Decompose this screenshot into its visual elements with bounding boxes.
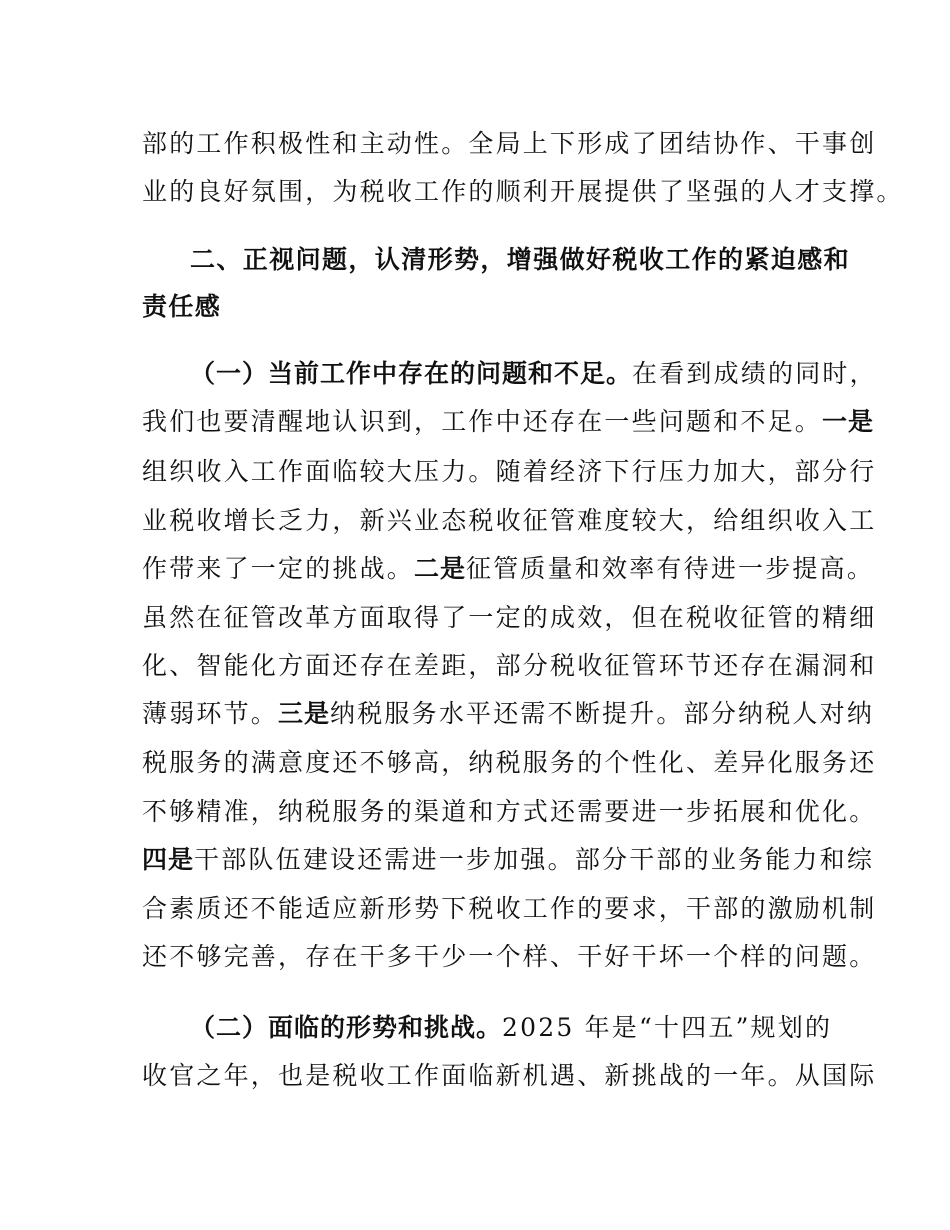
bold-marker: 二是 bbox=[414, 554, 467, 583]
text-line: 税服务的满意度还不够高，纳税服务的个性化、差异化服务还 bbox=[142, 748, 877, 777]
text-line: 还不够完善，存在干多干少一个样、干好干坏一个样的问题。 bbox=[142, 942, 877, 971]
text: 作带来了一定的挑战。 bbox=[142, 554, 415, 583]
section-heading: 二、正视问题，认清形势，增强做好税收工作的紧迫感和 bbox=[190, 245, 851, 274]
text: 薄弱环节。 bbox=[142, 699, 279, 728]
text-line: 不够精准，纳税服务的渠道和方式还需要进一步拓展和优化。 bbox=[142, 797, 877, 826]
paragraph-line bbox=[142, 840, 875, 880]
text-line: 业税收增长乏力，新兴业态税收征管难度较大，给组织收入工 bbox=[142, 506, 877, 535]
paragraph-line bbox=[142, 549, 875, 589]
text: 在看到成绩的同时， bbox=[632, 359, 877, 388]
text-line: 收官之年，也是税收工作面临新机遇、新挑战的一年。从国际 bbox=[142, 1061, 877, 1090]
text: 征管质量和效率有待进一步提高。 bbox=[466, 554, 875, 583]
bold-marker: 四是 bbox=[142, 845, 195, 874]
paragraph-line bbox=[142, 402, 875, 442]
text-line: 化、智能化方面还存在差距，部分税收征管环节还存在漏洞和 bbox=[142, 651, 877, 680]
text: 干部队伍建设还需进一步加强。部分干部的业务能力和综 bbox=[194, 845, 875, 874]
text-line: 业的良好氛围，为税收工作的顺利开展提供了坚强的人才支撑。 bbox=[142, 177, 904, 206]
text: 2025 年是“十四五”规划的 bbox=[502, 1013, 833, 1042]
text-line: 虽然在征管改革方面取得了一定的成效，但在税收征管的精细 bbox=[142, 603, 877, 632]
paragraph-line bbox=[142, 694, 875, 734]
text-line: 部的工作积极性和主动性。全局上下形成了团结协作、干事创 bbox=[142, 129, 877, 158]
paragraph-line bbox=[190, 354, 877, 394]
section-heading: 责任感 bbox=[142, 292, 222, 321]
text-line: 组织收入工作面临较大压力。随着经济下行压力加大，部分行 bbox=[142, 457, 877, 486]
subsection-title: （二）面临的形势和挑战。 bbox=[190, 1013, 503, 1042]
text: 我们也要清醒地认识到，工作中还存在一些问题和不足。 bbox=[142, 407, 823, 436]
bold-marker: 一是 bbox=[822, 407, 875, 436]
text: 纳税服务水平还需不断提升。部分纳税人对纳 bbox=[330, 699, 875, 728]
subsection-title: （一）当前工作中存在的问题和不足。 bbox=[190, 359, 633, 388]
text-line: 合素质还不能适应新形势下税收工作的要求，干部的激励机制 bbox=[142, 894, 877, 923]
paragraph-line bbox=[190, 1008, 833, 1048]
bold-marker: 三是 bbox=[278, 699, 331, 728]
